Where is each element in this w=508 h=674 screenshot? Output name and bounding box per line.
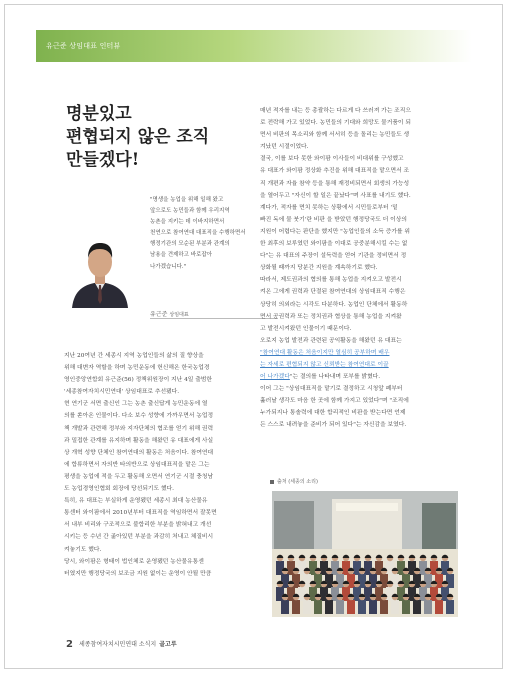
body-line: 직 개편과 자율 참약 등을 통해 재정비되면서 회생의 가능성: [260, 180, 410, 187]
source-label: 출처 (세종의 소리): [277, 479, 318, 485]
body-line: 한 최후의 보루였던 와이팜을 이대로 공중분해시킬 수는 없: [260, 241, 408, 248]
quote-line: 나가겠습니다.": [150, 263, 187, 270]
body-line: 고 발전시켜왔던 인물이기 때문이다.: [260, 325, 352, 332]
person-figure: [391, 594, 399, 614]
body-line: 영인중앙연합회 유근준(56) 정책위원장이 지난 4일 출범한: [64, 377, 212, 384]
bullet-icon: [270, 480, 274, 484]
body-line: 지원이 어렵다는 판단을 했지만 "농업인들의 소득 증가를 위: [260, 228, 410, 235]
person-figure: [369, 594, 377, 614]
body-line: 상당히 의외라는 시각도 다분하다. 농업인 단체에서 활동하: [260, 301, 408, 308]
person-figure: [413, 594, 421, 614]
body-line: 상화될 때까지 당분간 지원을 계속하기로 했다.: [260, 265, 378, 272]
body-line: 든 스스로 내려놓을 준비가 되어 있다"는 자신감을 보였다.: [260, 422, 407, 429]
body-line: 겨났던 시절이었다.: [260, 144, 309, 151]
body-line: 터였지만 행정당국의 보조금 지원 없이는 운영이 안될 만큼: [64, 570, 212, 577]
footer-text: 세종참여자치시민연대 소식지: [78, 641, 157, 648]
person-figure: [325, 594, 333, 614]
body-line: 켜놓기도 했다.: [64, 546, 102, 553]
headline-line: 만들겠다!: [66, 150, 140, 170]
body-line: 도 농업경영인협회 회장에 당선되기도 했다.: [64, 486, 175, 493]
caption-name: 유근준: [150, 311, 168, 318]
body-line: 켜온 그에게 권력과 단절된 참여연대의 상임대표직 수행은: [260, 289, 406, 296]
body-line: 로 전락해 가고 있었다. 농민들의 기대와 희망도 물거품이 되: [260, 120, 411, 127]
body-line: 는 자세로 편협되지 않고 신뢰받는 참여연대로 이끌: [260, 361, 389, 368]
body-line: 통센터 와이팜에서 2010년부터 대표직을 역임하면서 잘못면: [64, 510, 217, 517]
person-figure: [281, 594, 289, 614]
body-line: 과 밀접한 관계를 유지하며 활동을 해왔던 유 대표에게 사실: [64, 437, 214, 444]
body-line: 매년 적자를 내는 등 총괄하는 다르게 다 쓰러져 가는 조직으: [260, 108, 411, 114]
group-photo: [272, 491, 458, 617]
body-line: 평생을 농업에 적을 두고 활동해 오면서 연기군 시절 충청남: [64, 473, 214, 480]
body-line: 당시, 와이팜은 형태이 법인체로 운영됐던 농산물유통센: [64, 558, 204, 565]
quote-line: 행정기관의 모순된 부분과 관계의: [150, 241, 230, 248]
body-line: 훑러날 생각도 마음 한 곳에 함께 가지고 있었다"며 "조직에: [260, 398, 409, 405]
body-line: 어 나가겠다"는 결의를 나타내며 포부를 밝혔다.: [260, 374, 381, 381]
person-figure: [336, 594, 344, 614]
body-line: 빠진 독에 물 붓기'란 비판 을 받았던 행정당국도 더 이상의: [260, 216, 407, 223]
body-line: 상 개혁 성향 단체인 참여연대의 활동은 처음이다. 참여연대: [64, 449, 214, 456]
body-line: "참여연대 활동은 처음이지만 열심히 공부하며 배우: [260, 349, 390, 356]
body-line: 결국, 이를 보다 못한 와이팜 이사들이 비대위를 구성했고: [260, 156, 404, 163]
photo-source: [270, 478, 318, 485]
body-line: 책 개발과 관련해 정부와 지자단체의 협조를 얻기 위해 권력: [64, 425, 214, 432]
pull-quote: [150, 195, 275, 273]
caption-title: 상임대표: [169, 312, 189, 318]
page-number: 2: [66, 639, 73, 650]
body-line: 의를 쏟아온 인물이다. 다소 보수 성향에 가까우면서 농업정: [64, 413, 214, 420]
body-line: 시키는 등 수년 간 곪아있던 부분을 과감히 처내고 체질비시: [64, 534, 214, 541]
person-figure: [303, 594, 311, 614]
body-line: 특히, 유 대표는 부실하게 운영됐던 세종시 최대 농산물유: [64, 498, 208, 505]
quote-line: 앞으로도 농민들과 함께 우리지역: [150, 208, 230, 215]
body-line: 면서 비판의 목소리와 함께 서서히 등을 돌리는 농민들도 생: [260, 132, 410, 139]
headline-line: 명분있고: [66, 104, 132, 124]
quote-line: "명생을 농업을 위해 일해 왔고: [150, 197, 224, 203]
body-line: 을 열어두고 "자신이 할 일은 끝났다"며 사표를 내기도 했다.: [260, 192, 411, 199]
footer-brand: 골고루: [159, 641, 177, 648]
page-footer: [66, 639, 177, 650]
body-line: 현 연기군 서면 출신인 그는 농촌 출신답게 농민운동에 열: [64, 401, 208, 408]
body-column-right: [260, 105, 411, 432]
header-band: [36, 30, 472, 62]
person-figure: [358, 594, 366, 614]
body-line: 서 내부 비리와 구조적으로 불합리한 부분을 밝혀내고 개선: [64, 522, 212, 529]
person-figure: [446, 594, 454, 614]
portrait-photo: [70, 228, 130, 308]
body-line: 유 대표가 와이팜 정상화 추진을 위해 대표직을 맡으면서 조: [260, 168, 410, 175]
highlighted-text: 어 나가겠다: [260, 374, 290, 381]
body-line: 면서 공권력과 또는 정치권과 협상을 통해 농업을 지켜왔: [260, 313, 402, 320]
headline: [66, 103, 209, 172]
section-label: 유근준 상임대표 인터뷰: [46, 42, 121, 50]
photo-caption: [150, 309, 189, 318]
body-line: 이어 그는 "상임대표직을 맡기로 결정하고 시청앞 폐부터: [260, 386, 403, 393]
person-figure: [380, 594, 388, 614]
person-figure: [314, 594, 322, 614]
body-line: 누가되지나 통솔력에 대한 합리적인 비판을 받는다면 언제: [260, 410, 406, 417]
quote-line: 남용을 견제하고 바로잡아: [150, 252, 212, 259]
person-figure: [347, 594, 355, 614]
body-line: 위해 대변자 역할을 하며 농민운동에 헌신해온 한국농업경: [64, 365, 210, 372]
person-figure: [402, 594, 410, 614]
body-line: 지난 20여년 간 세종시 지역 농업인들의 삶의 질 향상을: [64, 353, 204, 359]
headline-line: 편협되지 않은 조직: [66, 127, 210, 147]
person-figure: [435, 594, 443, 614]
quote-line: 천연으로 참여연대 대표직을 수행하면서: [150, 230, 246, 237]
person-figure: [424, 594, 432, 614]
body-line: 에 합류하면서 자의반 타의반으로 상임대표직을 맡은 그는: [64, 461, 210, 468]
body-line: 따라서, 제도권과의 협의를 통해 농업을 지켜오고 발전시: [260, 277, 402, 284]
body-line: 오로지 농업 발전과 관련된 공익활동을 해왔던 유 대표는: [260, 337, 402, 344]
quote-line: 농촌을 지키는 데 이바지하면서: [150, 219, 225, 226]
caption-rule: [150, 318, 278, 319]
person-figure: [292, 594, 300, 614]
body-line: '세종참여자치시민연대' 상임대표로 추선됐다.: [64, 389, 180, 396]
body-line: 계다가, 적자를 면치 못하는 상황에서 시민들로부터 '밑: [260, 204, 398, 211]
body-column-left: [64, 350, 217, 580]
body-line: 다"는 유 대표의 주장이 설득력을 얻어 기관을 정비면서 정: [260, 253, 407, 260]
